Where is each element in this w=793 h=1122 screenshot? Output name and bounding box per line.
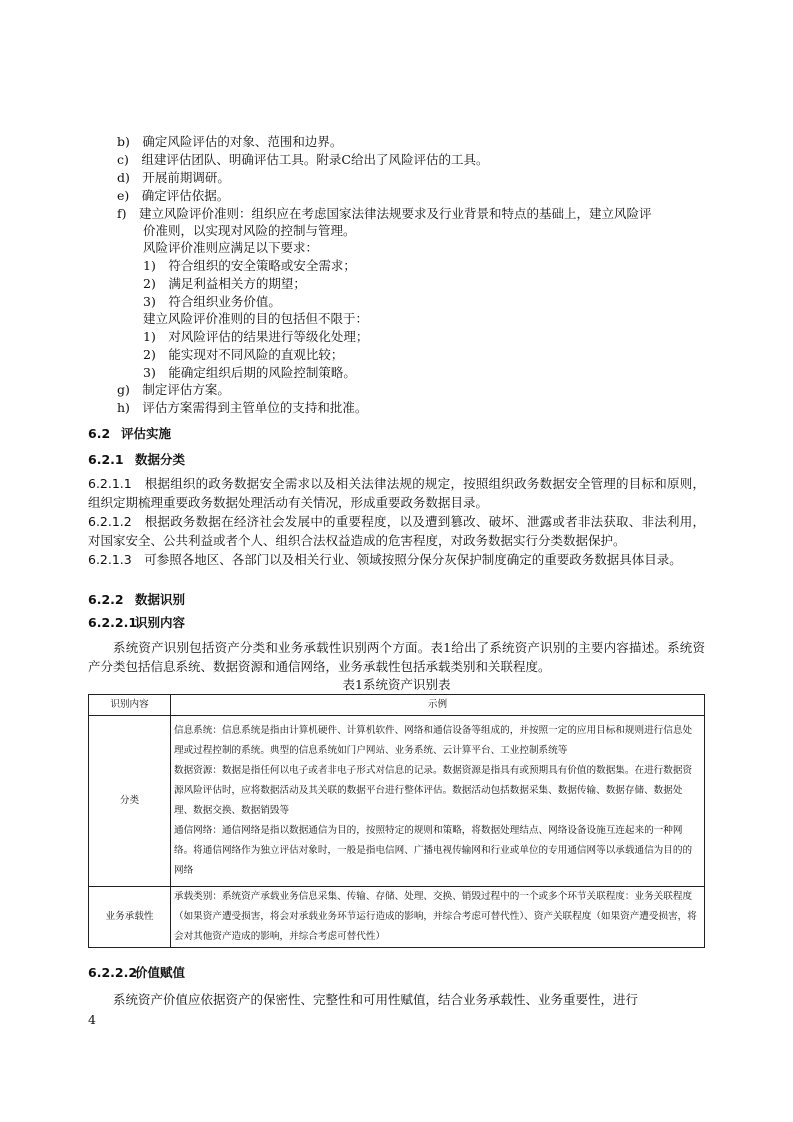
criteria-goal-2: 2) 能实现对不同风险的直观比较；: [143, 347, 344, 362]
section-heading-6-2-2: [88, 591, 185, 609]
clause-text: 根据组织的政务数据安全需求以及相关法律法规的规定，按照组织政务数据安全管理的目标和原则，组织定期梳理重要政务数据处理活动有关情况，形成重要政务数据目录。: [88, 476, 705, 510]
section-number: 6.2.2.1: [88, 615, 138, 630]
clause-number: 6.2.1.2: [88, 514, 132, 529]
criteria-requirements-intro: 风险评价准则应满足以下要求：: [143, 240, 319, 255]
paragraph-6-2-1-2: [88, 512, 705, 550]
list-item-h: h) 评估方案需得到主管单位的支持和批准。: [117, 400, 368, 415]
criteria-requirement-1: 1) 符合组织的安全策略或安全需求；: [143, 258, 356, 273]
table-cell-category: 分类: [89, 716, 171, 887]
paragraph-6-2-1-1: [88, 474, 705, 512]
table-row: [89, 887, 705, 948]
criteria-goal-1: 1) 对风险评估的结果进行等级化处理；: [143, 329, 369, 344]
criteria-requirement-3: 3) 符合组织业务价值。: [143, 294, 281, 309]
clause-text: 可参照各地区、各部门以及相关行业、领域按照分保分灰保护制度确定的重要政务数据具体目录。: [144, 552, 682, 567]
table-row: [89, 716, 705, 887]
section-number: 6.2: [88, 426, 111, 441]
clause-number: 6.2.1.1: [88, 476, 132, 491]
list-item-c: c) 组建评估团队、明确评估工具。附录C给出了风险评估的工具。: [117, 152, 489, 167]
page-number: 4: [88, 1012, 96, 1027]
table-caption: 表1系统资产识别表: [342, 677, 451, 692]
list-item-b: b) 确定风险评估的对象、范围和边界。: [117, 134, 343, 149]
list-item-f-continued: 价准则，以实现对风险的控制与管理。: [143, 223, 356, 238]
section-number: 6.2.2: [88, 592, 124, 607]
paragraph-6-2-1-3: [88, 550, 705, 569]
clause-text: 根据政务数据在经济社会发展中的重要程度，以及遭到篡改、破坏、泄露或者非法获取、非法利用，对国家安全、公共利益或者个人、组织合法权益造成的危害程度，对政务数据实行分类数据保护。: [88, 514, 705, 548]
section-heading-6-2-2-2: [88, 964, 185, 982]
list-item-g: g) 制定评估方案。: [117, 382, 230, 397]
table-cell-example: 承载类别：系统资产承载业务信息采集、传输、存储、处理、交换、销毁过程中的一个或多个环节关联程度：业务关联程度（如果资产遭受损害，将会对承载业务环节运行造成的影响，并综合考虑可替代性）、资产关联程度（如果资产遭受损害，将会对其他资产造成的影响，并综合考虑可替代性）: [171, 887, 705, 948]
asset-identification-table: [88, 694, 705, 948]
section-title: 评估实施: [121, 426, 172, 441]
table-cell-category: 业务承载性: [89, 887, 171, 948]
section-title: 价值赋值: [135, 965, 186, 980]
table-header-cell: 识别内容: [89, 695, 171, 716]
section-number: 6.2.2.2: [88, 965, 138, 980]
section-heading-6-2-1: [88, 451, 185, 469]
criteria-requirement-2: 2) 满足利益相关方的期望；: [143, 276, 306, 291]
clause-number: 6.2.1.3: [88, 552, 132, 567]
criteria-goal-3: 3) 能确定组织后期的风险控制策略。: [143, 365, 356, 380]
section-title: 数据分类: [135, 452, 186, 467]
list-item-e: e) 确定评估依据。: [117, 188, 230, 203]
table-cell-example: 信息系统：信息系统是指由计算机硬件、计算机软件、网络和通信设备等组成的，并按照一定的应用目标和规则进行信息处理或过程控制的系统。典型的信息系统如门户网站、业务系统、云计算平台、工业控制系统等 数据资源：数据是指任何以电子或者非电子形式对信息的记录。数据资源是指具有或预期具有价值的数据集。在进行数据资源风险评估时，应将数据活动及其关联的数据平台进行整体评估。数据活动包括数据采集、数据传输、数据存储、数据处理、数据交换、数据销毁等 通信网络：通信网络是指以数据通信为目的，按照特定的规则和策略，将数据处理结点、网络设备设施互连起来的一种网络。将通信网络作为独立评估对象时，一般是指电信网、广播电视传输网和行业或单位的专用通信网等以承载通信为目的的网络: [171, 716, 705, 887]
list-item-f: f) 建立风险评价准则：组织应在考虑国家法律法规要求及行业背景和特点的基础上，建立风险评: [117, 206, 652, 221]
section-title: 数据识别: [135, 592, 186, 607]
list-item-d: d) 开展前期调研。: [117, 170, 230, 185]
section-heading-6-2: [88, 425, 171, 443]
section-title: 识别内容: [135, 615, 186, 630]
table-header-cell: 示例: [171, 695, 705, 716]
section-number: 6.2.1: [88, 452, 124, 467]
paragraph-6-2-2-1: 系统资产识别包括资产分类和业务承载性识别两个方面。表1给出了系统资产识别的主要内容描述。系统资产分类包括信息系统、数据资源和通信网络，业务承载性包括承载类别和关联程度。: [88, 640, 705, 674]
section-heading-6-2-2-1: [88, 614, 185, 632]
criteria-goals-intro: 建立风险评价准则的目的包括但不限于：: [143, 311, 369, 326]
table-header-row: [89, 695, 705, 716]
paragraph-6-2-2-2: 系统资产价值应依据资产的保密性、完整性和可用性赋值，结合业务承载性、业务重要性，进行: [113, 992, 639, 1007]
